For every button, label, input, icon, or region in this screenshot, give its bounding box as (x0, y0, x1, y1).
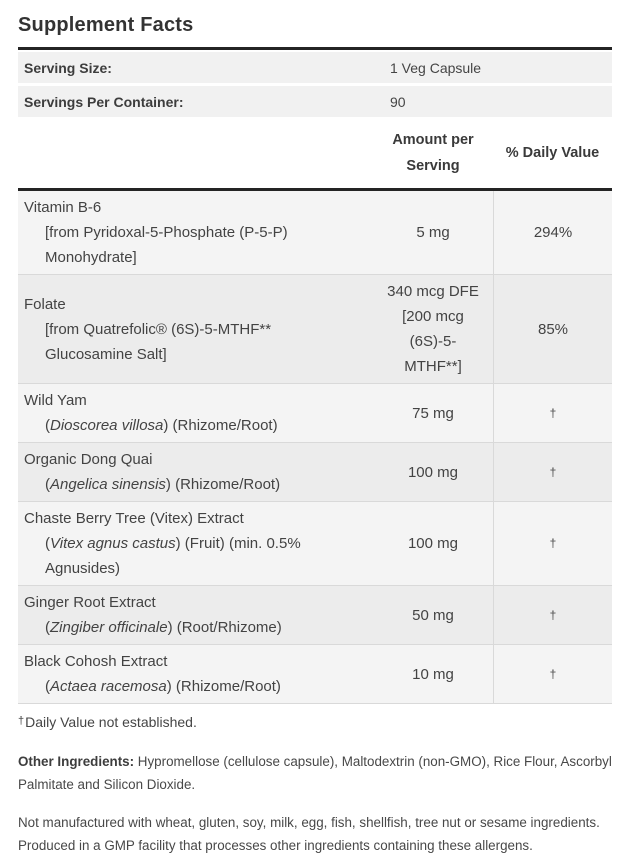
ingredient-name: Chaste Berry Tree (Vitex) Extract (24, 510, 244, 527)
ingredient-name: Folate (24, 295, 66, 313)
other-ingredients-text: Hypromellose (cellulose capsule), Maltodextrin (non-GMO), Rice Flour, Ascorbyl Palmitate and Silicon Dioxide. (18, 754, 612, 792)
ingredient-detail-line: (Actaea racemosa) (Rhizome/Root) (45, 678, 281, 695)
ingredient-name-cell (18, 443, 373, 501)
ingredient-row (18, 502, 612, 586)
ingredient-detail-line: (Zingiber officinale) (Root/Rhizome) (45, 619, 282, 636)
ingredient-name-cell (18, 384, 373, 442)
ingredient-detail-line: [from Quatrefolic® (6S)-5-MTHF** (45, 320, 272, 338)
ingredient-row (18, 443, 612, 502)
other-ingredients-paragraph (18, 750, 612, 796)
ingredient-amount: 50 mg (412, 606, 454, 624)
ingredient-amount: 100 mg (407, 535, 459, 552)
ingredient-detail-line: Agnusides) (45, 560, 121, 577)
ingredient-detail-line: Monohydrate] (45, 249, 137, 266)
ingredient-name: Vitamin B-6 (24, 199, 102, 216)
ingredient-name-cell (18, 288, 373, 371)
ingredient-daily-value: † (493, 645, 612, 703)
ingredient-name: Organic Dong Quai (24, 451, 153, 468)
ingredient-name-cell (18, 191, 373, 274)
ingredient-amount: 340 mcg DFE [200 mcg (6S)-5- MTHF**] (387, 283, 479, 375)
ingredient-amount: 100 mg (407, 463, 459, 481)
servings-per-container-label: Servings Per Container: (24, 93, 184, 110)
ingredient-daily-value: † (493, 502, 612, 585)
servings-per-container-value: 90 (390, 93, 406, 110)
supplement-facts-title: Supplement Facts (18, 14, 194, 36)
ingredient-amount: 10 mg (412, 665, 454, 683)
dagger-symbol: † (18, 715, 25, 727)
ingredient-detail-line: (Dioscorea villosa) (Rhizome/Root) (45, 417, 278, 434)
ingredient-name-cell (18, 645, 373, 703)
ingredient-name: Black Cohosh Extract (24, 653, 168, 670)
serving-size-label: Serving Size: (24, 59, 112, 76)
ingredient-name-cell (18, 586, 373, 644)
ingredient-amount: 75 mg (412, 404, 454, 422)
ingredient-daily-value: † (493, 586, 612, 644)
ingredient-name: Wild Yam (24, 392, 87, 409)
ingredient-detail-line: [from Pyridoxal-5-Phosphate (P-5-P) (45, 224, 288, 241)
ingredient-detail-line: (Vitex agnus castus) (Fruit) (min. 0.5% (45, 535, 301, 552)
ingredient-row (18, 384, 612, 443)
table-column-headers (18, 117, 612, 188)
ingredient-table-body (18, 191, 612, 704)
top-thick-rule (18, 47, 612, 50)
ingredient-row (18, 191, 612, 275)
servings-per-container-row (18, 86, 612, 117)
serving-size-value: 1 Veg Capsule (390, 59, 482, 76)
other-ingredients-label: Other Ingredients: (18, 754, 135, 769)
ingredient-row (18, 275, 612, 384)
ingredient-detail-line: (Angelica sinensis) (Rhizome/Root) (45, 476, 281, 493)
serving-size-row (18, 52, 612, 83)
ingredient-name: Ginger Root Extract (24, 594, 156, 611)
daily-value-header: % Daily Value (505, 144, 600, 161)
ingredient-name-cell (18, 502, 373, 585)
allergen-statement: Not manufactured with wheat, gluten, soy, milk, egg, fish, shellfish, tree nut or sesame ingredients. Produced in a GMP facility that processes other ingredients containing these allergens. (18, 815, 600, 853)
ingredient-detail-line: Glucosamine Salt] (45, 345, 167, 363)
ingredient-daily-value: † (493, 384, 612, 442)
ingredient-row (18, 586, 612, 645)
ingredient-daily-value: 85% (493, 275, 612, 383)
daily-value-footnote: †Daily Value not established. (18, 714, 197, 730)
ingredient-row (18, 645, 612, 704)
ingredient-amount: 5 mg (416, 224, 450, 241)
amount-per-serving-header: Amount per Serving (392, 131, 474, 174)
ingredient-daily-value: 294% (493, 191, 612, 274)
ingredient-daily-value: † (493, 443, 612, 501)
